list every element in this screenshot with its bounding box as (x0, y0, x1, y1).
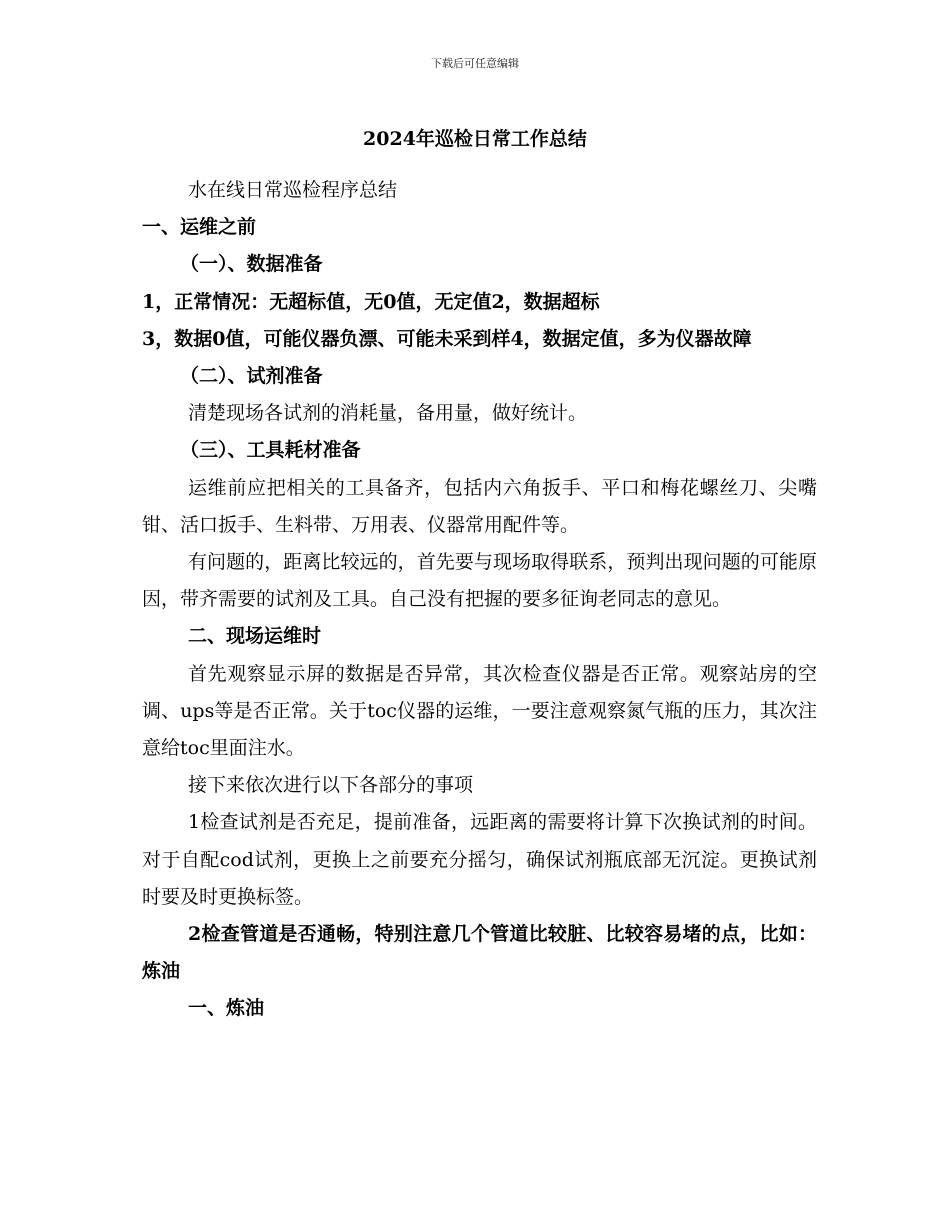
document-body (142, 172, 817, 1028)
section-heading: 二、现场运维时 (188, 625, 322, 648)
subtitle: 水在线日常巡检程序总结 (188, 179, 398, 201)
paragraph: 3，数据0值，可能仪器负漂、可能未采到样4，数据定值，多为仪器故障 (142, 327, 752, 350)
paragraph: 1，正常情况：无超标值，无0值，无定值2，数据超标 (142, 290, 600, 313)
section-heading: 一、运维之前 (142, 216, 257, 239)
subsection-heading: （二）、试剂准备 (180, 365, 323, 388)
paragraph: 1检查试剂是否充足，提前准备，远距离的需要将计算下次换试剂的时间。对于自配cod试剂，更换上之前要充分摇匀，确保试剂瓶底部无沉淀。更换试剂时要及时更换标签。 (142, 811, 817, 908)
section-heading: 一、炼油 (188, 997, 265, 1020)
paragraph: 运维前应把相关的工具备齐，包括内六角扳手、平口和梅花螺丝刀、尖嘴钳、活口扳手、生料带、万用表、仪器常用配件等。 (142, 476, 817, 536)
document-title: 2024年巡检日常工作总结 (363, 128, 587, 150)
paragraph: 清楚现场各试剂的消耗量，备用量，做好统计。 (188, 402, 588, 425)
page-header: 下载后可任意编辑 (431, 57, 519, 70)
subsection-heading: （三）、工具耗材准备 (180, 439, 361, 462)
subsection-heading: （一）、数据准备 (180, 253, 323, 276)
paragraph: 2检查管道是否通畅，特别注意几个管道比较脏、比较容易堵的点，比如：炼油 (142, 923, 817, 983)
paragraph: 有问题的，距离比较远的，首先要与现场取得联系，预判出现问题的可能原因，带齐需要的试剂及工具。自己没有把握的要多征询老同志的意见。 (142, 551, 817, 611)
paragraph: 首先观察显示屏的数据是否异常，其次检查仪器是否正常。观察站房的空调、ups等是否正常。关于toc仪器的运维，一要注意观察氮气瓶的压力，其次注意给toc里面注水。 (142, 662, 817, 760)
paragraph: 接下来依次进行以下各部分的事项 (188, 774, 474, 797)
